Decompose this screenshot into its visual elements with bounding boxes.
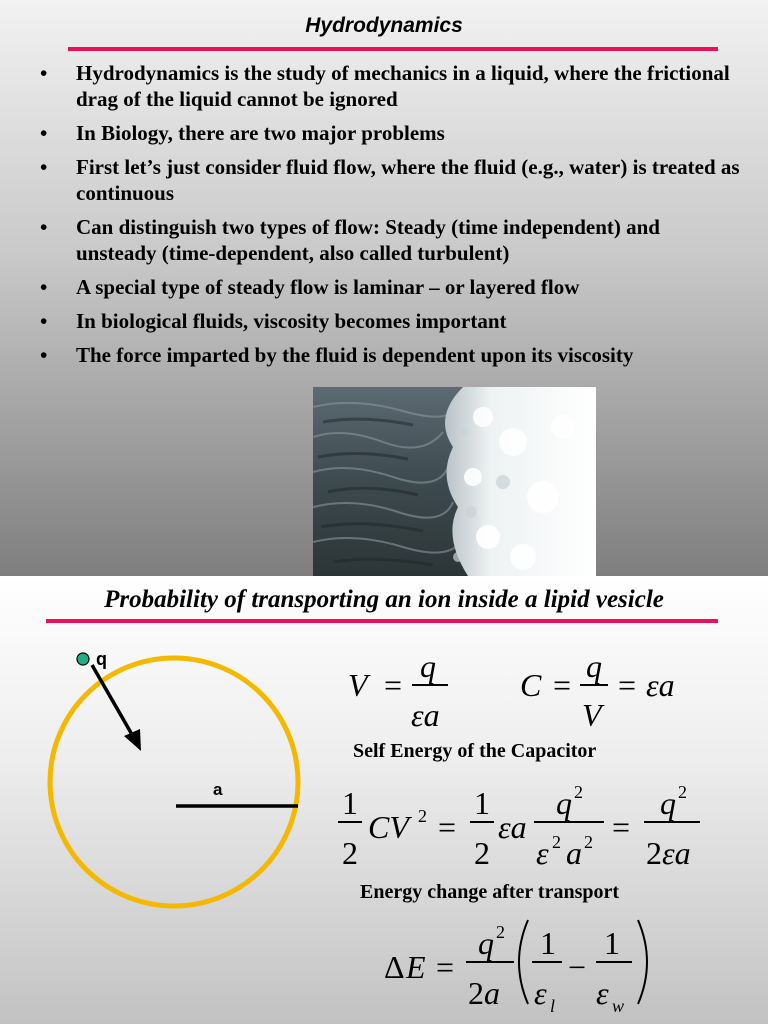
svg-text:=: = — [436, 949, 455, 985]
svg-text:a: a — [566, 835, 582, 871]
bullet-item — [40, 308, 745, 334]
svg-text:2: 2 — [496, 922, 505, 942]
svg-text:a: a — [484, 975, 500, 1011]
svg-text:2: 2 — [678, 782, 687, 802]
svg-text:εa: εa — [411, 697, 440, 733]
bullet-dot: • — [40, 61, 48, 85]
slide-title: Hydrodynamics — [305, 14, 463, 37]
svg-text:ε: ε — [536, 835, 549, 871]
bullet-item — [40, 60, 745, 112]
slide-ion-transport — [0, 576, 768, 1024]
svg-text:=: = — [384, 667, 403, 703]
svg-text:ε: ε — [534, 975, 547, 1011]
svg-text:C: C — [520, 667, 542, 703]
bullet-list — [40, 60, 745, 376]
svg-text:q: q — [420, 648, 436, 684]
svg-text:2: 2 — [574, 782, 583, 802]
svg-text:=: = — [553, 667, 572, 703]
bullet-text: A special type of steady flow is laminar – or layered flow — [76, 275, 580, 299]
bullet-text: The force imparted by the fluid is dependent upon its viscosity — [76, 343, 634, 367]
svg-text:1: 1 — [540, 925, 556, 961]
svg-text:2: 2 — [468, 975, 484, 1011]
charge-label: q — [96, 649, 107, 669]
svg-text:l: l — [550, 996, 556, 1016]
svg-text:2: 2 — [474, 835, 490, 871]
svg-text:q: q — [586, 648, 602, 684]
svg-text:V: V — [348, 667, 368, 703]
svg-text:=: = — [438, 809, 457, 845]
svg-text:CV: CV — [368, 809, 409, 845]
radius-label: a — [213, 780, 223, 799]
bullet-dot: • — [40, 215, 48, 239]
bullet-item — [40, 120, 745, 146]
svg-text:εa: εa — [662, 835, 691, 871]
svg-text:Δ: Δ — [384, 949, 405, 985]
svg-text:w: w — [612, 996, 625, 1016]
bullet-text: First let’s just consider fluid flow, where the fluid (e.g., water) is treated as continuous — [76, 155, 740, 205]
svg-text:q: q — [556, 785, 572, 821]
svg-text:=: = — [612, 809, 631, 845]
bullet-item — [40, 342, 745, 368]
energy-change-equation — [384, 920, 647, 1016]
svg-text:q: q — [660, 785, 676, 821]
equations — [0, 576, 768, 1024]
self-energy-equation — [338, 782, 700, 871]
water-flow-photo — [313, 387, 596, 576]
svg-text:−: − — [568, 949, 587, 985]
svg-text:2: 2 — [342, 835, 358, 871]
slide-title: Probability of transporting an ion inside a lipid vesicle — [104, 586, 664, 613]
svg-text:2: 2 — [418, 806, 427, 826]
bullet-text: Hydrodynamics is the study of mechanics in a liquid, where the frictional drag of the liquid cannot be ignored — [76, 61, 730, 111]
self-energy-caption: Self Energy of the Capacitor — [353, 740, 597, 762]
bullet-dot: • — [40, 275, 48, 299]
svg-text:2: 2 — [552, 832, 561, 852]
svg-text:1: 1 — [604, 925, 620, 961]
svg-text:2: 2 — [646, 835, 662, 871]
bullet-text: In Biology, there are two major problems — [76, 121, 445, 145]
capacitance-equation — [520, 648, 675, 733]
bullet-item — [40, 154, 745, 206]
bullet-item — [40, 274, 745, 300]
svg-text:1: 1 — [474, 785, 490, 821]
svg-text:=: = — [618, 667, 637, 703]
svg-text:εa: εa — [646, 667, 675, 703]
bullet-item — [40, 214, 745, 266]
title-underline — [68, 47, 718, 51]
svg-text:2: 2 — [584, 832, 593, 852]
svg-text:εa: εa — [498, 809, 527, 845]
bullet-dot: • — [40, 121, 48, 145]
voltage-equation — [348, 648, 448, 733]
bullet-dot: • — [40, 309, 48, 333]
bullet-dot: • — [40, 155, 48, 179]
bullet-dot: • — [40, 343, 48, 367]
bullet-text: In biological fluids, viscosity becomes important — [76, 309, 507, 333]
svg-text:V: V — [582, 697, 602, 733]
svg-text:q: q — [478, 925, 494, 961]
svg-text:1: 1 — [342, 785, 358, 821]
bullet-text: Can distinguish two types of flow: Steady (time independent) and unsteady (time-dependent, also called turbulent) — [76, 215, 660, 265]
svg-text:ε: ε — [596, 975, 609, 1011]
svg-text:E: E — [406, 949, 426, 985]
energy-change-caption: Energy change after transport — [360, 881, 620, 903]
